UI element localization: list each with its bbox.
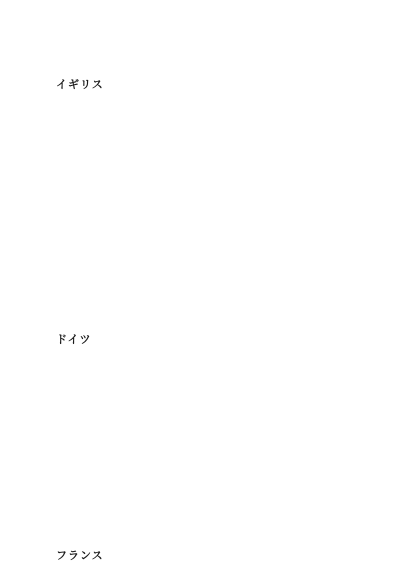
section-fr [56, 549, 364, 563]
section-title-fr: フランス [56, 549, 104, 562]
section-title-de: ドイツ [56, 333, 92, 346]
section-title-uk: イギリス [56, 78, 104, 91]
section-uk [56, 78, 364, 281]
section-de [56, 333, 364, 498]
